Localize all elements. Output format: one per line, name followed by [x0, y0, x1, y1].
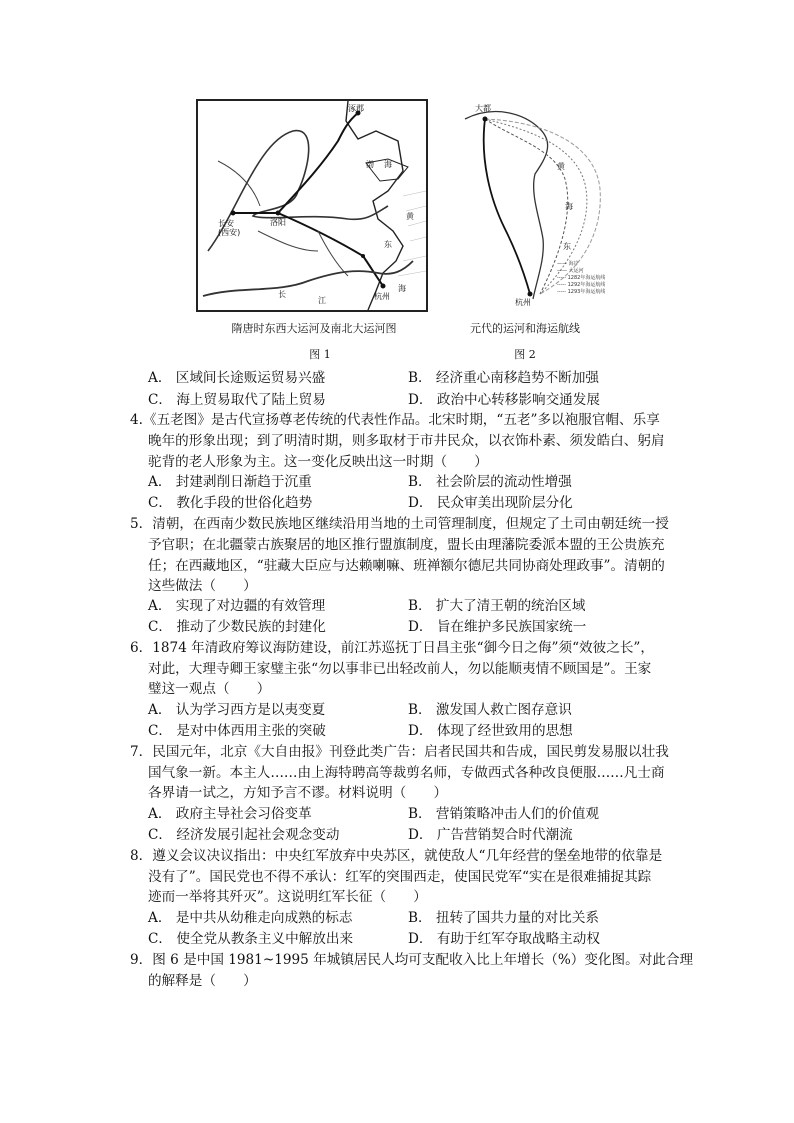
q7-option-a: A． 政府主导社会习俗变革: [148, 806, 312, 822]
q6-option-c: C． 是对中体西用主张的突破: [148, 723, 326, 739]
map1-label: 黄: [406, 212, 414, 221]
map2-label: 黄: [557, 162, 565, 171]
fig2-caption: 元代的运河和海运航线: [470, 322, 580, 335]
map1-label: 长安: [218, 219, 234, 228]
map1-label: 海: [398, 284, 406, 293]
q8-stem-line: 迹而一举将其歼灭”。这说明红军长征（ ）: [148, 889, 427, 905]
q4-option-b: B． 社会阶层的流动性增强: [408, 474, 572, 490]
q7-option-d: D． 广告营销契合时代潮流: [408, 827, 573, 843]
q9-stem-line: 的解释是（ ）: [148, 973, 257, 989]
q8-stem-line: 没有了”。国民党也不得不承认：红军的突围西走，使国民党军“实在是很难捕捉其踪: [148, 869, 652, 885]
q8-stem-line: 8．遵义会议决议指出：中央红军放弃中央苏区，就使敌人“几年经营的堡垒地带的依靠是: [130, 848, 663, 864]
map1-label: 长: [278, 290, 286, 299]
q5-option-a: A． 实现了对边疆的有效管理: [148, 598, 326, 614]
map2-label: 大都: [475, 104, 491, 113]
map2-label: 海: [565, 202, 573, 211]
q3-option-b: B． 经济重心南移趋势不断加强: [408, 370, 600, 386]
map2-legend-item: —— 大运河: [557, 268, 584, 274]
fig1-label: 图 1: [309, 348, 331, 361]
map1-label: 海: [384, 160, 392, 169]
q5-stem-line: 任；在西藏地区，“驻藏大臣应与达赖喇嘛、班禅额尔德尼共同协商处理政事”。清朝的: [148, 558, 665, 574]
q6-stem-line: 6．1874 年清政府筹议海防建设，前江苏巡抚丁日昌主张“御今日之侮”须“效彼之长”，: [130, 640, 654, 656]
q6-option-b: B． 激发国人救亡图存意识: [408, 702, 572, 718]
q6-stem-line: 璧这一观点（ ）: [148, 681, 271, 697]
map2-legend-item: ----- 1282年海运航线: [557, 275, 605, 281]
q3-option-c: C． 海上贸易取代了陆上贸易: [148, 392, 326, 408]
q3-option-d: D． 政治中心转移影响交通发展: [408, 392, 600, 408]
q5-option-d: D． 旨在维护多民族国家统一: [408, 619, 587, 635]
sui-tang-canal-map: [196, 99, 428, 312]
q3-option-a: A． 区域间长途贩运贸易兴盛: [148, 370, 326, 386]
fig2-label: 图 2: [514, 348, 536, 361]
q4-option-a: A． 封建剥削日渐趋于沉重: [148, 474, 312, 490]
map1-label: 渤: [366, 160, 374, 169]
q5-option-c: C． 推动了少数民族的封建化: [148, 619, 326, 635]
canal-map-drawing: [198, 101, 426, 310]
yuan-canal-map: [445, 99, 605, 312]
map2-label: 东: [563, 242, 571, 251]
q7-stem-line: 各界请一试之，方知予言不谬。材料说明（ ）: [148, 785, 448, 801]
q7-stem-line: 国气象一新。本主人……由上海特聘高等裁剪名师，专做西式各种改良便服……凡士商: [148, 765, 665, 781]
map2-legend-item: ----- 1292年海运航线: [557, 282, 605, 288]
q4-option-d: D． 民众审美出现阶层分化: [408, 495, 573, 511]
q5-stem-line: 这些做法（ ）: [148, 578, 257, 594]
map1-label: (西安): [218, 228, 241, 237]
map2-legend-item: —— 海岸: [557, 261, 579, 267]
q7-option-b: B． 营销策略冲击人们的价值观: [408, 806, 600, 822]
map1-label: 杭州: [374, 292, 390, 301]
q7-stem-line: 7．民国元年，北京《大自由报》刊登此类广告：启者民国共和告成，国民剪发易服以壮我: [130, 744, 669, 760]
map1-label: 涿郡: [348, 104, 364, 113]
map1-label: 东: [384, 240, 392, 249]
q4-stem-line: 4.《五老图》是古代宣扬尊老传统的代表性作品。北宋时期，“五老”多以袍服官帽、乐享: [130, 412, 660, 428]
q5-stem-line: 5．清朝，在西南少数民族地区继续沿用当地的土司管理制度，但规定了土司由朝廷统一授: [130, 516, 669, 532]
map1-label: 江: [318, 296, 326, 305]
q8-option-a: A． 是中共从幼稚走向成熟的标志: [148, 910, 353, 926]
q8-option-b: B． 扭转了国共力量的对比关系: [408, 910, 600, 926]
q8-option-d: D． 有助于红军夺取战略主动权: [408, 931, 600, 947]
q8-option-c: C． 使全党从教条主义中解放出来: [148, 931, 354, 947]
map2-label: 杭州: [515, 298, 531, 307]
fig1-caption: 隋唐时东西大运河及南北大运河图: [231, 322, 397, 335]
q9-stem-line: 9．图 6 是中国 1981~1995 年城镇居民人均可支配收入比上年增长（%）变化图。对此合理: [130, 952, 694, 968]
q5-stem-line: 予官职；在北疆蒙古族聚居的地区推行盟旗制度，盟长由理藩院委派本盟的王公贵族充: [148, 537, 665, 553]
q4-stem-line: 驼背的老人形象为主。这一变化反映出这一时期（ ）: [148, 454, 488, 470]
yuan-map-drawing: [445, 99, 605, 312]
q5-option-b: B． 扩大了清王朝的统治区域: [408, 598, 586, 614]
q7-option-c: C． 经济发展引起社会观念变动: [148, 827, 340, 843]
map1-label: 洛阳: [270, 218, 286, 227]
q4-option-c: C． 教化手段的世俗化趋势: [148, 495, 313, 511]
q6-option-a: A． 认为学习西方是以夷变夏: [148, 702, 326, 718]
q6-option-d: D． 体现了经世致用的思想: [408, 723, 573, 739]
map2-legend-item: ----- 1293年海运航线: [557, 289, 605, 295]
q4-stem-line: 晚年的形象出现；到了明清时期，则多取材于市井民众，以衣饰朴素、须发皓白、躬肩: [148, 433, 665, 449]
q6-stem-line: 对此，大理寺卿王家璧主张“勿以事非已出轻改前人，勿以能顺夷情不顾国是”。王家: [148, 661, 652, 677]
